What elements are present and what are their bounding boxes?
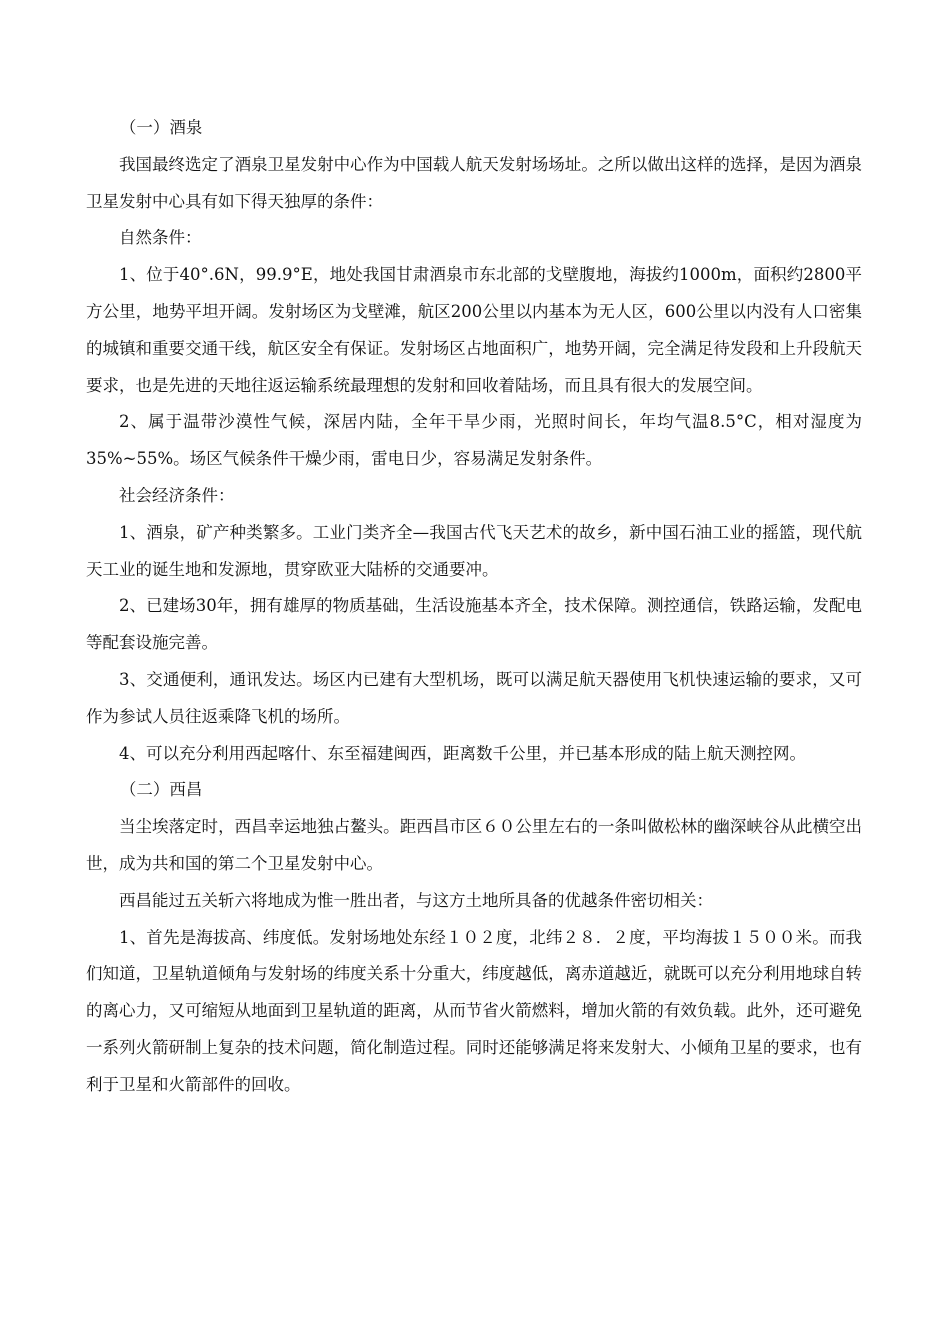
- paragraph-xichang-reason: 西昌能过五关斩六将地成为惟一胜出者，与这方土地所具备的优越条件密切相关：: [119, 890, 713, 910]
- paragraph-xichang-intro: 当尘埃落定时，西昌幸运地独占鳌头。距西昌市区６０公里左右的一条叫做松林的幽深峡谷从此横空出世，成为共和国的第二个卫星发射中心。: [86, 817, 862, 873]
- paragraph-natural-condition-1: 1、位于40°.6N，99.9°E，地处我国甘肃酒泉市东北部的戈壁腹地，海拔约1000m，面积约2800平方公里，地势平坦开阔。发射场区为戈壁滩，航区200公里以内基本为无人区，600公里以内没有人口密集的城镇和重要交通干线，航区安全有保证。发射场区占地面积广，地势开阔，完全满足待发段和上升段航天要求，也是先进的天地往返运输系统最理想的发射和回收着陆场，而且具有很大的发展空间。: [86, 265, 862, 395]
- paragraph-socioeconomic-2: 2、已建场30年，拥有雄厚的物质基础，生活设施基本齐全，技术保障。测控通信，铁路运输，发配电等配套设施完善。: [86, 596, 862, 653]
- document-body: [86, 110, 862, 1104]
- paragraph-jiuquan-intro: 我国最终选定了酒泉卫星发射中心作为中国载人航天发射场场址。之所以做出这样的选择，是因为酒泉卫星发射中心具有如下得天独厚的条件：: [86, 154, 862, 211]
- paragraph-socioeconomic-3: 3、交通便利，通讯发达。场区内已建有大型机场，既可以满足航天器使用飞机快速运输的要求，又可作为参试人员往返乘降飞机的场所。: [86, 669, 862, 726]
- section-heading-xichang: （二）西昌: [119, 780, 203, 800]
- paragraph-natural-conditions-label: 自然条件：: [119, 228, 202, 248]
- paragraph-socioeconomic-4: 4、可以充分利用西起喀什、东至福建闽西，距离数千公里，并已基本形成的陆上航天测控网。: [119, 743, 806, 763]
- paragraph-xichang-condition-1: 1、首先是海拔高、纬度低。发射场地处东经１０２度，北纬２８．２度，平均海拔１５００米。而我们知道，卫星轨道倾角与发射场的纬度关系十分重大，纬度越低，离赤道越近，就既可以充分利用地球自转的离心力，又可缩短从地面到卫星轨道的距离，从而节省火箭燃料，增加火箭的有效负载。此外，还可避免一系列火箭研制上复杂的技术问题，简化制造过程。同时还能够满足将来发射大、小倾角卫星的要求，也有利于卫星和火箭部件的回收。: [86, 927, 862, 1094]
- paragraph-socioeconomic-label: 社会经济条件：: [119, 485, 235, 505]
- paragraph-natural-condition-2: 2、属于温带沙漠性气候，深居内陆，全年干旱少雨，光照时间长，年均气温8.5°C，相对湿度为35%~55%。场区气候条件干燥少雨，雷电日少，容易满足发射条件。: [86, 412, 862, 469]
- paragraph-socioeconomic-1: 1、酒泉，矿产种类繁多。工业门类齐全—我国古代飞天艺术的故乡，新中国石油工业的摇篮，现代航天工业的诞生地和发源地，贯穿欧亚大陆桥的交通要冲。: [86, 522, 862, 579]
- section-heading-jiuquan: （一）酒泉: [119, 118, 203, 137]
